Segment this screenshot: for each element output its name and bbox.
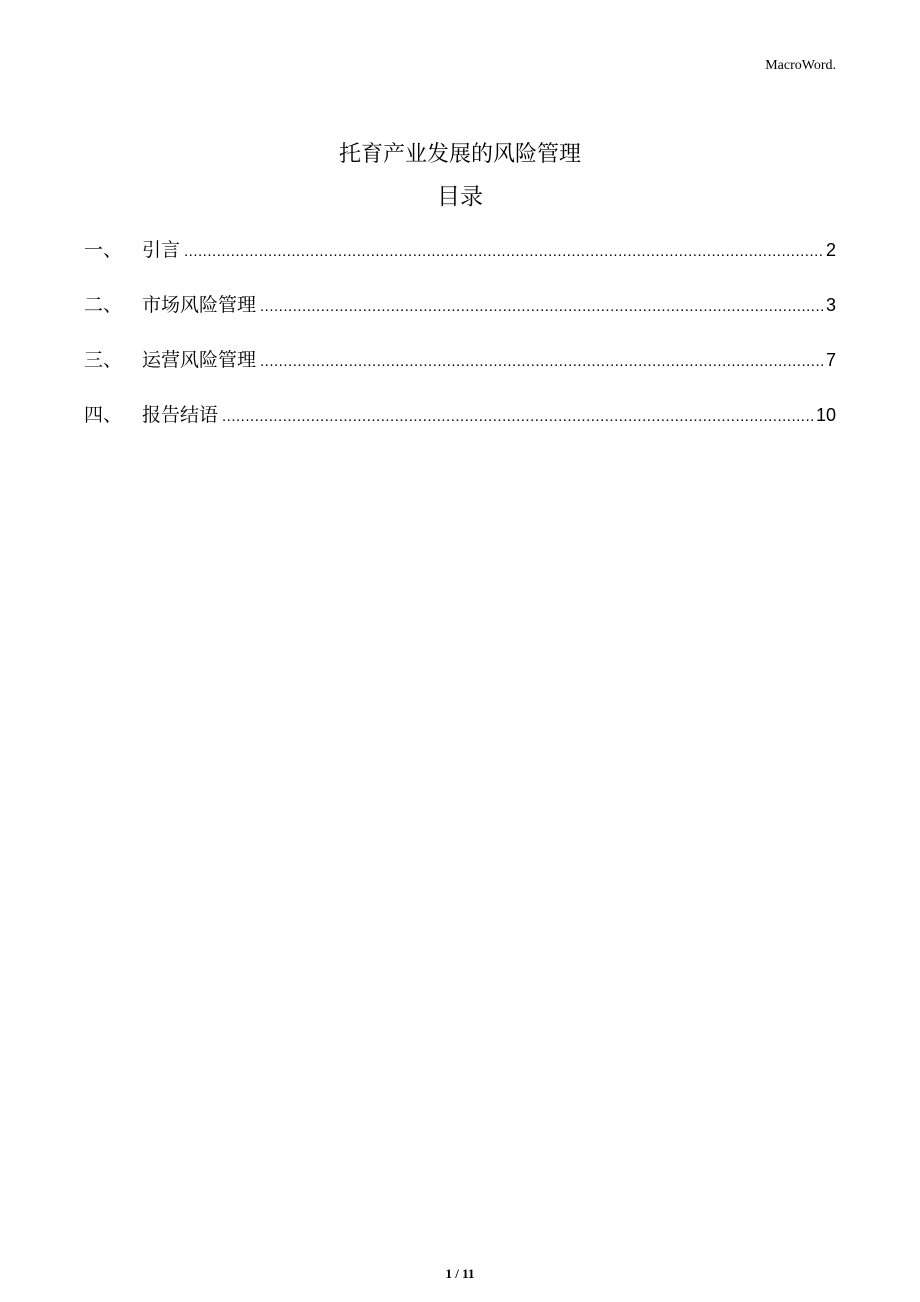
document-title: 托育产业发展的风险管理 — [338, 141, 581, 167]
toc-entry-number: 二、 — [84, 294, 123, 316]
toc-dot-leader — [260, 344, 824, 380]
page-indicator: 1 / 11 — [445, 1266, 475, 1281]
toc-entry-page: 7 — [825, 350, 836, 370]
toc-entry-market-risk[interactable] — [84, 287, 836, 342]
toc-dot-leader — [184, 234, 824, 270]
toc-entry-number: 四、 — [84, 404, 123, 426]
toc-entry-page: 2 — [825, 240, 836, 260]
toc-dot-leader — [260, 289, 824, 325]
toc-entry-label: 市场风险管理 — [142, 294, 257, 316]
toc-entry-label: 报告结语 — [142, 404, 219, 426]
header-brand: MacroWord. — [765, 58, 836, 73]
toc-entry-number: 一、 — [84, 239, 123, 261]
toc-entry-introduction[interactable] — [84, 232, 836, 287]
toc-entry-label: 引言 — [142, 239, 181, 261]
toc-entry-page: 3 — [825, 295, 836, 315]
toc-entry-page: 10 — [815, 405, 836, 425]
toc-dot-leader — [222, 399, 814, 435]
toc-entry-conclusion[interactable] — [84, 397, 836, 452]
toc-entry-operational-risk[interactable] — [84, 342, 836, 397]
toc-heading: 目录 — [437, 184, 483, 210]
toc-entry-number: 三、 — [84, 349, 123, 371]
table-of-contents — [84, 232, 836, 452]
toc-entry-label: 运营风险管理 — [142, 349, 257, 371]
